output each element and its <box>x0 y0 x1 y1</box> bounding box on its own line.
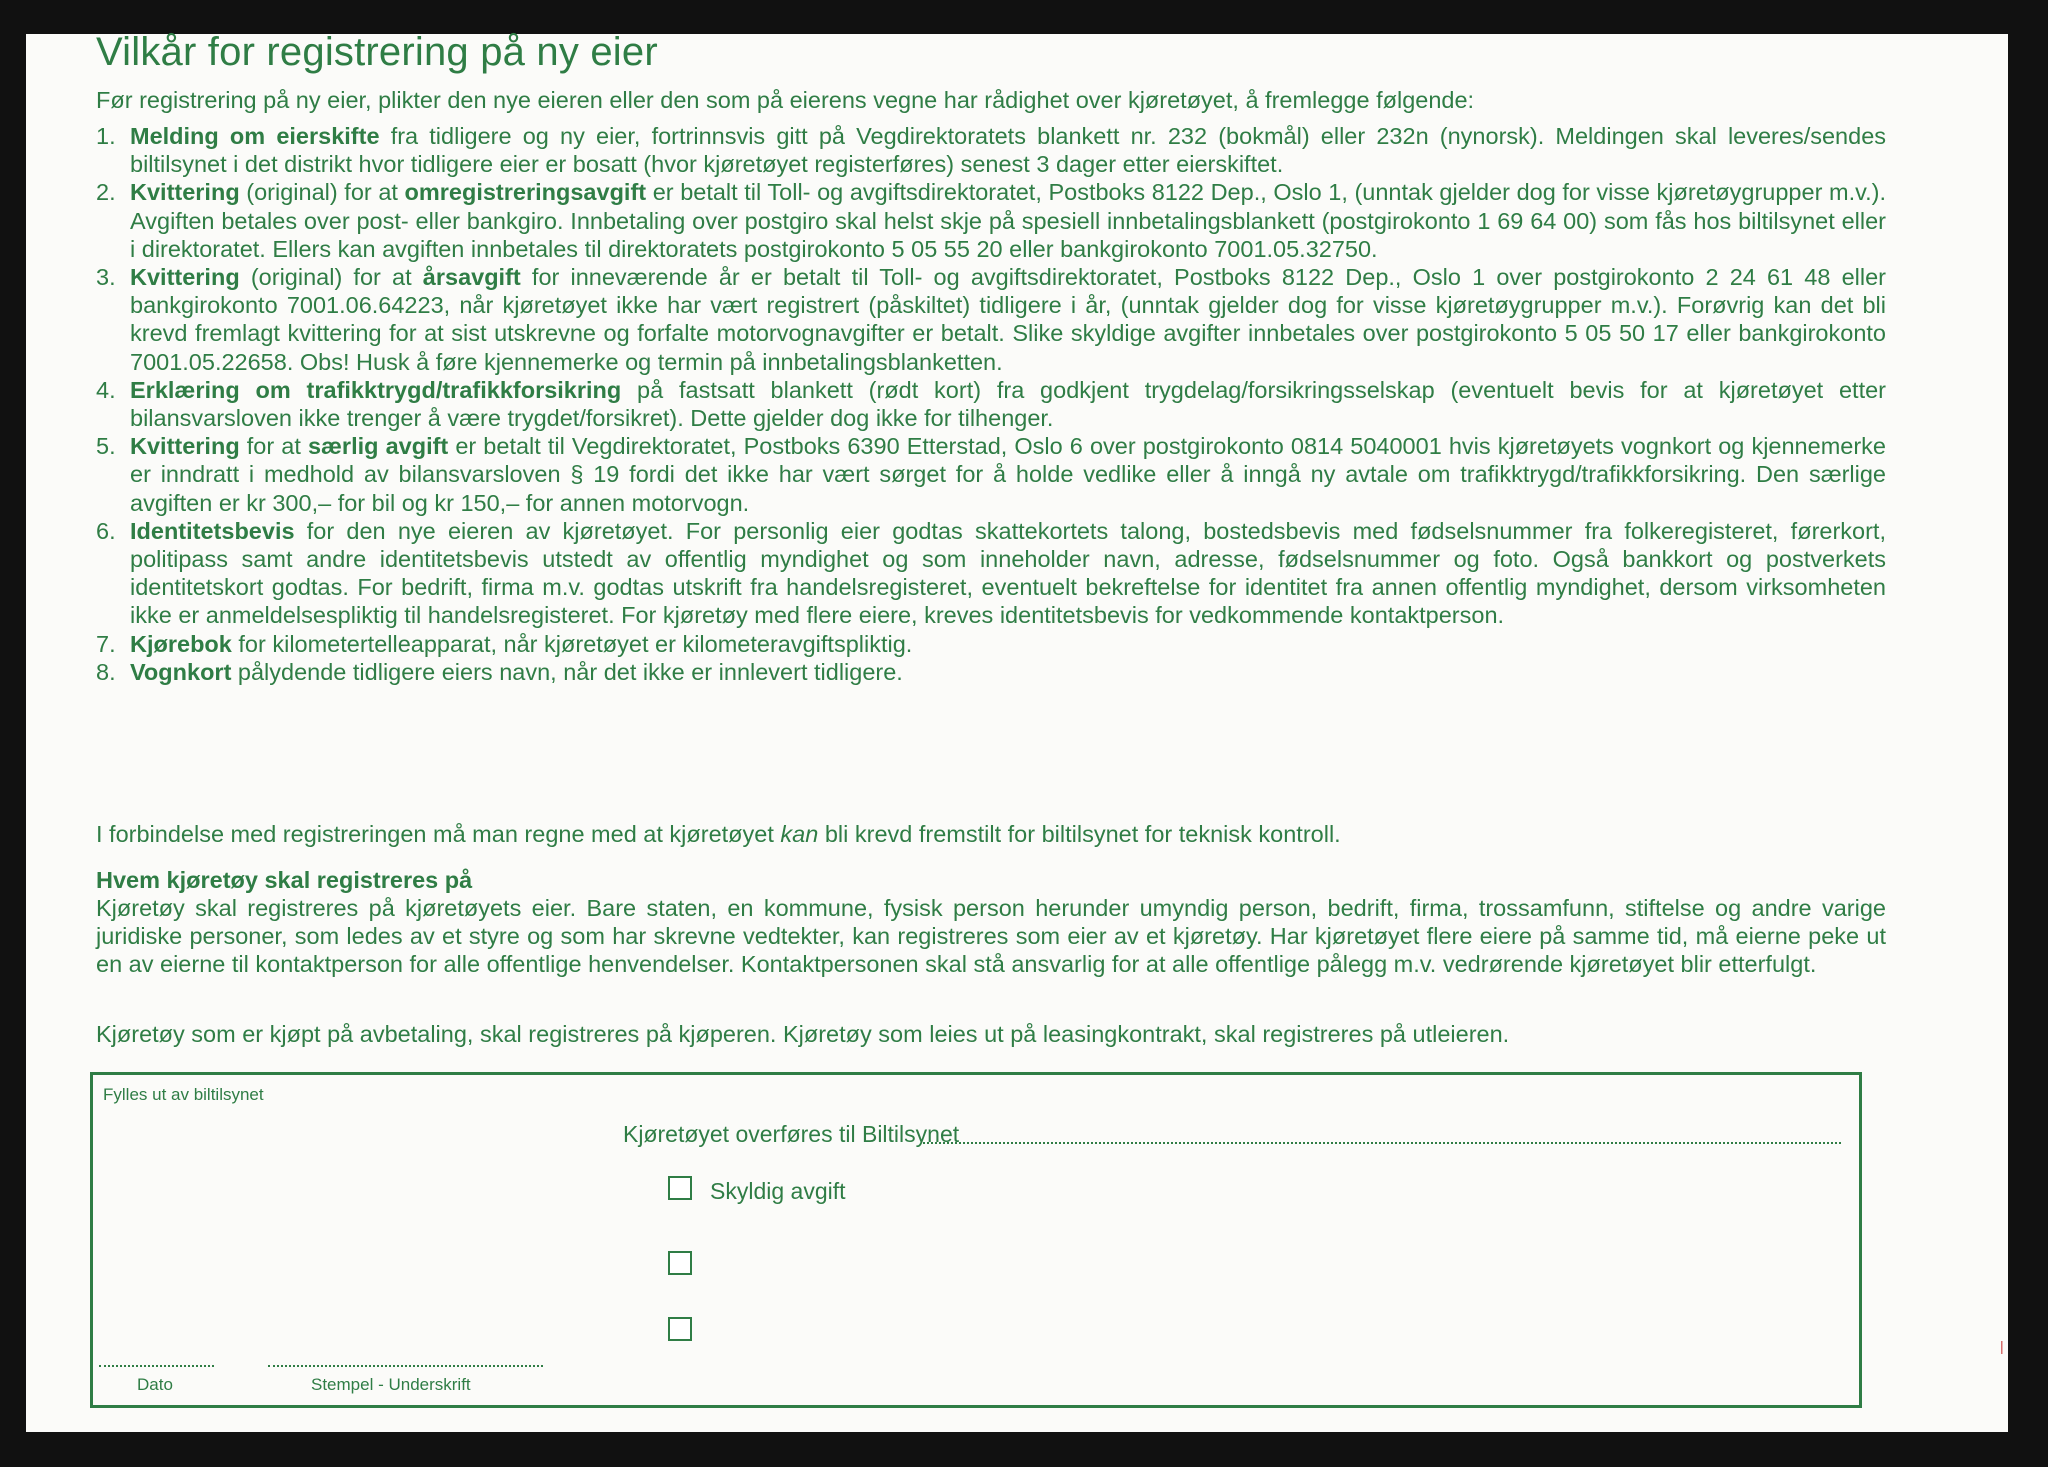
stempel-label: Stempel - Underskrift <box>311 1375 471 1394</box>
skyldig-avgift-label: Skyldig avgift <box>710 1178 846 1204</box>
requirement-item <box>96 263 1886 376</box>
transfer-label: Kjøretøyet overføres til Biltilsynet <box>623 1121 960 1147</box>
item-body: (original) for at <box>239 179 405 206</box>
item-keyword: Kvittering <box>130 433 240 460</box>
item-body: for den nye eieren av kjøretøyet. For personlig eier godtas skattekortets talong, bostedsbevis med fødselsnummer fra folkeregisteret, førerkort, politipass samt andre identitetsbevis utstedt av offentlig myndighet og som inneholder navn, adresse, fødselsnummer og foto. Også bankkort og postverkets identitetskort godtas. For bedrift, firma m.v. godtas utskrift fra handelsregisteret, eventuelt bekreftelse for identitet fra annen offentlig myndighet, dersom virksomheten ikke er anmeldelsespliktig til handelsregisteret. For kjøretøy med flere eiere, kreves identitetsbevis for vedkommende kontaktperson. <box>130 517 1886 629</box>
requirements-list <box>96 122 1886 686</box>
blank-checkbox-1[interactable] <box>668 1251 692 1275</box>
item-number: 1. <box>96 123 116 149</box>
skyldig-avgift-checkbox[interactable] <box>668 1176 692 1200</box>
item-number: 4. <box>96 376 116 403</box>
item-body: (original) for at <box>239 264 423 291</box>
item-body: for kilometertelleapparat, når kjøretøyet er kilometeravgiftspliktig. <box>231 630 913 657</box>
blank-checkbox-2[interactable] <box>668 1317 692 1341</box>
edge-mark: | <box>2000 1338 2004 1354</box>
item-keyword: Kvittering <box>130 264 240 291</box>
item-text <box>130 376 1886 432</box>
item-number: 2. <box>96 179 116 206</box>
item-body: pålydende tidligere eiers navn, når det ikke er innlevert tidligere. <box>231 658 903 685</box>
item-keyword: Erklæring om trafikktrygd/trafikkforsikring <box>130 376 622 403</box>
item-keyword: Vognkort <box>130 658 232 685</box>
item-body: på fastsatt blankett (rødt kort) fra godkjent trygdelag/forsikringsselskap (eventuelt bevis for at kjøretøyet etter bilansvarsloven ikke trenger å være trygdet/forsikret). Dette gjelder dog ikke for tilhenger. <box>130 376 1886 432</box>
requirement-item <box>96 517 1886 630</box>
item-keyword: særlig avgift <box>307 433 449 460</box>
box-heading: Fylles ut av biltilsynet <box>103 1085 264 1104</box>
transfer-line[interactable] <box>923 1142 1841 1144</box>
item-keyword: årsavgift <box>422 264 521 291</box>
item-text <box>130 658 1886 686</box>
item-body: for at <box>239 433 308 460</box>
requirement-item <box>96 178 1886 263</box>
item-keyword: Kjørebok <box>130 630 232 657</box>
item-text <box>130 432 1886 517</box>
item-body: er betalt til Vegdirektoratet, Postboks 6390 Etterstad, Oslo 6 over postgirokonto 0814 5040001 hvis kjøretøyets vognkort og kjennemerke er inndratt i medhold av bilansvarsloven § 19 fordi det ikke har vært sørget for å holde vedlike eller å inngå ny avtale om trafikktrygd/trafikkforsikring. Den særlige avgiften er kr 300,– for bil og kr 150,– for annen motorvogn. <box>130 433 1886 516</box>
official-use-box <box>90 1072 1862 1408</box>
item-body: er betalt til Toll- og avgiftsdirektoratet, Postboks 8122 Dep., Oslo 1, (unntak gjelder dog for visse kjøretøygrupper m.v.). Avgiften betales over post- eller bankgiro. Innbetaling over postgiro skal helst skje på spesiell innbetalingsblankett (postgirokonto 1 69 64 00) som fås hos biltilsynet eller i direktoratet. Ellers kan avgiften innbetales til direktoratets postgirokonto 5 05 55 20 eller bankgirokonto 7001.05.32750. <box>130 179 1886 262</box>
item-text <box>130 263 1886 376</box>
item-number: 5. <box>96 433 116 460</box>
hvem-text: Kjøretøy skal registreres på kjøretøyets eier. Bare staten, en kommune, fysisk person herunder umyndig person, bedrift, firma, trossamfunn, stiftelse og andre varige juridiske personer, som ledes av et styre og som har skrevne vedtekter, kan registreres som eier av et kjøretøy. Har kjøretøyet flere eiere på samme tid, må eierne peke ut en av eierne til kontaktperson for alle offentlige henvendelser. Kontaktpersonen skal stå ansvarlig for at alle offentlige pålegg m.v. vedrørende kjøretøyet blir etterfulgt. <box>96 895 1886 978</box>
item-keyword: Melding om eierskifte <box>130 123 380 149</box>
dato-label: Dato <box>137 1375 173 1394</box>
kontroll-text <box>96 820 1886 848</box>
item-text <box>130 122 1886 178</box>
item-number: 8. <box>96 658 116 685</box>
item-body: for inneværende år er betalt til Toll- og avgiftsdirektoratet, Postboks 8122 Dep., Oslo 1 over postgirokonto 2 24 61 48 eller bankgirokonto 7001.06.64223, når kjøretøyet ikke har vært registrert (påskiltet) tidligere i år, (unntak gjelder dog for visse kjøretøygrupper m.v.). Forøvrig kan det bli krevd fremlagt kvittering for at sist utskrevne og forfalte motorvognavgifter er betalt. Slike skyldige avgifter innbetales over postgirokonto 5 05 50 17 eller bankgirokonto 7001.05.22658. Obs! Husk å føre kjennemerke og termin på innbetalingsblanketten. <box>130 264 1886 375</box>
stempel-line[interactable] <box>268 1365 543 1367</box>
intro-text: Før registrering på ny eier, plikter den nye eieren eller den som på eierens vegne har rådighet over kjøretøyet, å fremlegge følgende: <box>96 87 1475 113</box>
item-text <box>130 630 1886 658</box>
item-text <box>130 517 1886 630</box>
item-keyword: Kvittering <box>130 179 240 206</box>
requirement-item <box>96 658 1886 686</box>
item-keyword: Identitetsbevis <box>130 517 295 544</box>
item-keyword: omregistreringsavgift <box>404 179 647 206</box>
kontroll-pre: I forbindelse med registreringen må man regne med at kjøretøyet <box>96 821 781 847</box>
item-number: 7. <box>96 630 116 657</box>
kontroll-em: kan <box>780 821 819 847</box>
hvem-heading: Hvem kjøretøy skal registreres på <box>96 867 473 893</box>
dato-line[interactable] <box>99 1365 214 1367</box>
requirement-item <box>96 122 1886 178</box>
item-number: 3. <box>96 264 116 291</box>
item-text <box>130 178 1886 263</box>
item-body: fra tidligere og ny eier, fortrinnsvis gitt på Vegdirektoratets blankett nr. 232 (bokmål) eller 232n (nynorsk). Meldingen skal leveres/sendes biltilsynet i det distrikt hvor tidligere eier er bosatt (hvor kjøretøyet registerføres) senest 3 dager etter eierskiftet. <box>130 123 1887 178</box>
requirement-item <box>96 630 1886 658</box>
document-title: Vilkår for registrering på ny eier <box>96 30 658 74</box>
avbetaling-text: Kjøretøy som er kjøpt på avbetaling, skal registreres på kjøperen. Kjøretøy som leies ut på leasingkontrakt, skal registreres på utleieren. <box>96 1021 1510 1047</box>
requirement-item <box>96 432 1886 517</box>
kontroll-post: bli krevd fremstilt for biltilsynet for teknisk kontroll. <box>818 821 1341 847</box>
item-number: 6. <box>96 517 116 544</box>
requirement-item <box>96 376 1886 432</box>
